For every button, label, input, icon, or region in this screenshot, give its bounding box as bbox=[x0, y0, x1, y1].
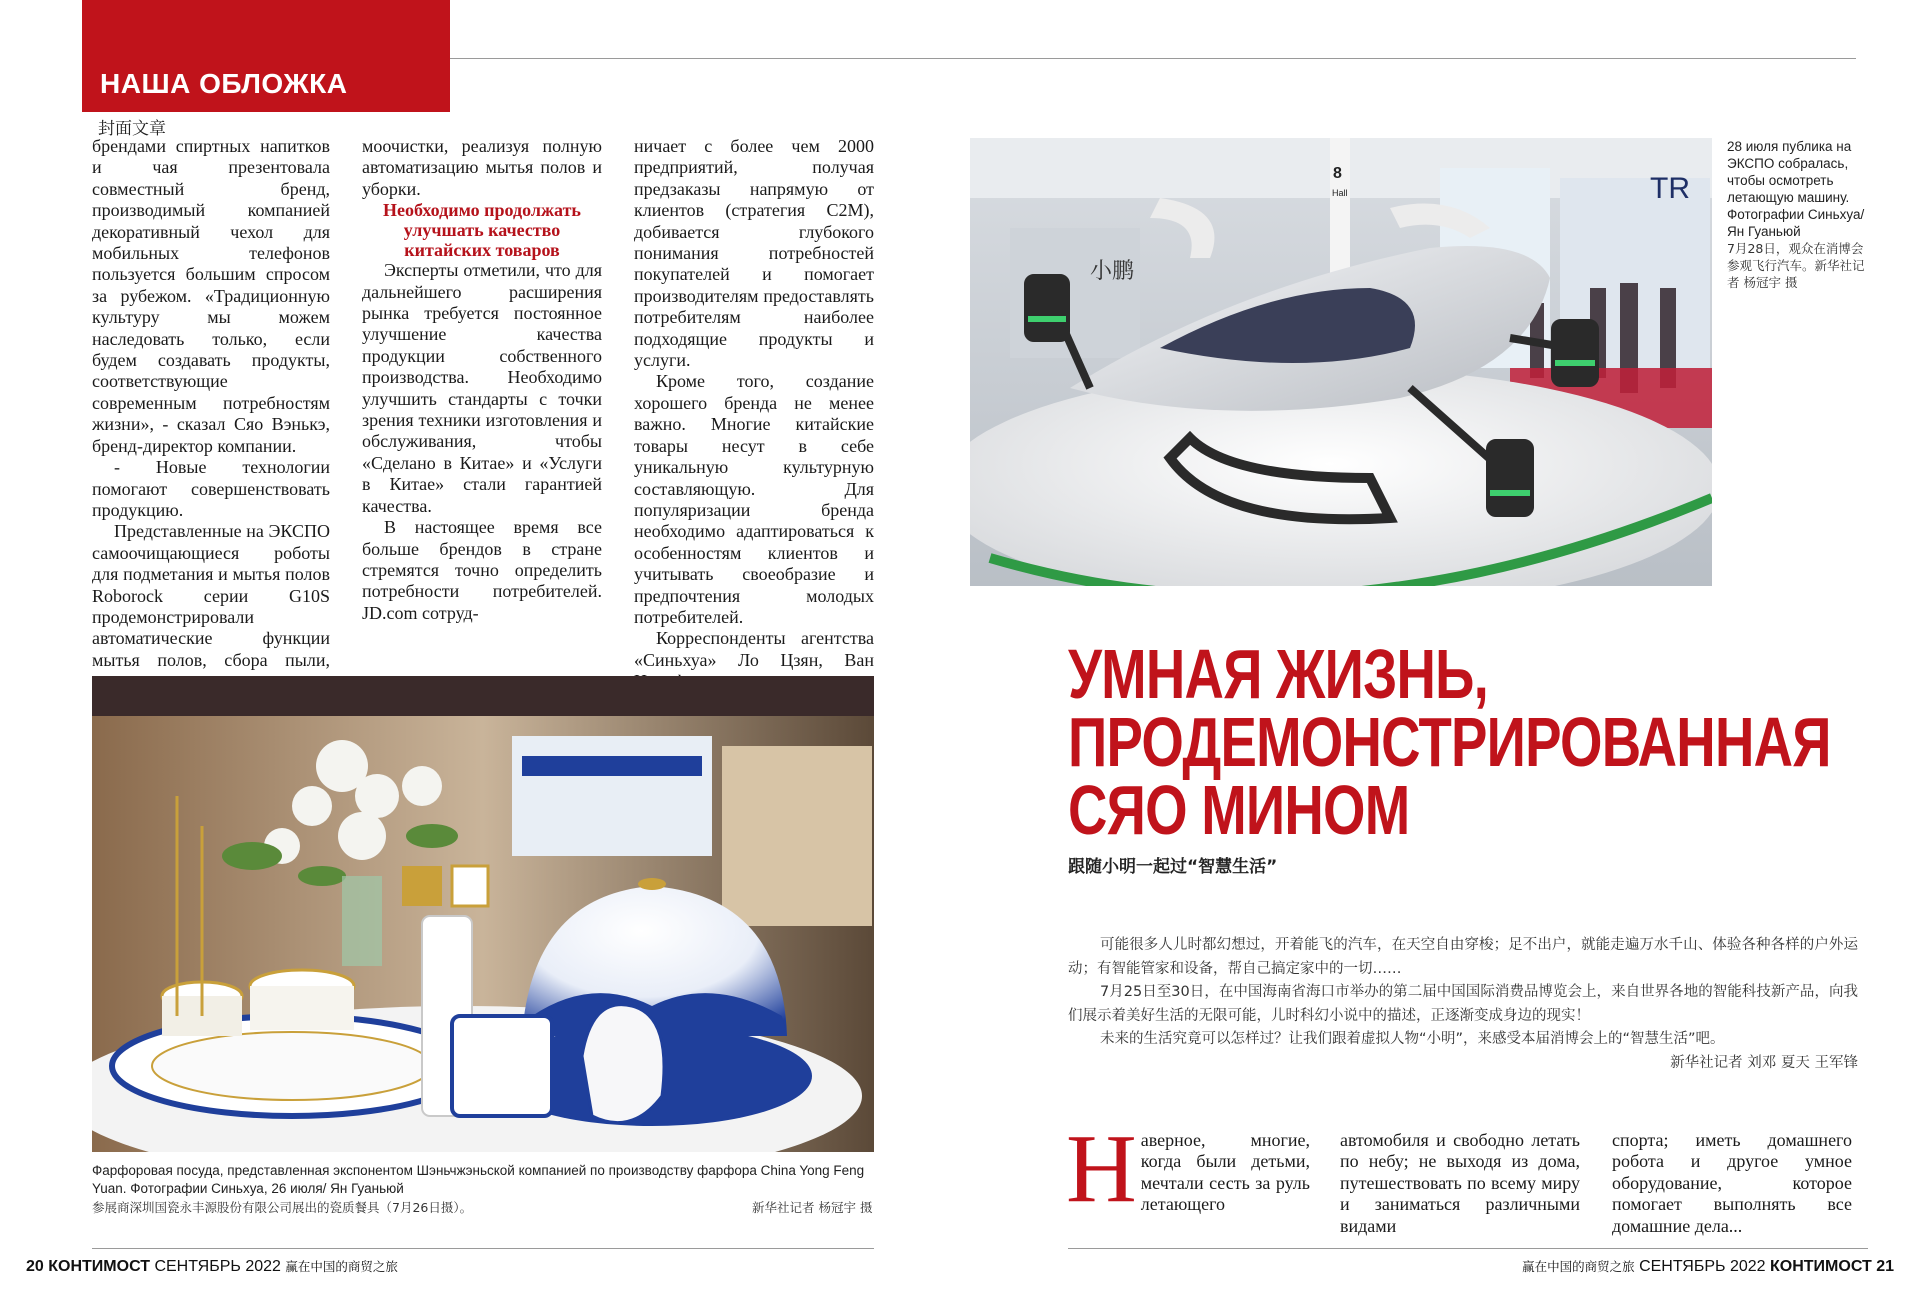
article-column-2 bbox=[362, 136, 602, 624]
section-title-chinese: 封面文章 bbox=[98, 119, 166, 139]
article-subheading: Необходимо продолжать улучшать качество китайских товаров bbox=[383, 200, 581, 261]
lead-byline: 新华社记者 刘邓 夏天 王军锋 bbox=[1670, 1054, 1858, 1071]
feature-body-text: аверное, многие, когда были детьми, мечтали сесть за руль летающего bbox=[1140, 1130, 1310, 1215]
lead-paragraph: 未来的生活究竟可以怎样过？让我们跟着虚拟人物“小明”，来感受本届消博会上的“智慧生活”吧。 bbox=[1100, 1031, 1725, 1047]
article-paragraph: брендами спиртных напитков и чая презентовала совместный бренд, производимый компанией декоративный чехол для мобильных телефонов пользуется большим спросом за рубежом. «Традиционную культуру мы можем наследовать только, если будем создавать продукты, соответствующие современным потребностям жизни», - сказал Сяо Вэнькэ, бренд-директор компании. bbox=[92, 136, 330, 456]
magazine-slogan-cn: 赢在中国的商贸之旅 bbox=[285, 1259, 398, 1274]
article-paragraph: моочистки, реализуя полную автоматизацию мытья полов и уборки. bbox=[362, 136, 602, 199]
lead-paragraph: 7月25日至30日，在中国海南省海口市举办的第二届中国国际消费品博览会上，来自世界各地的智能科技新产品，向我们展示着美好生活的无限可能，儿时科幻小说中的描述，正逐渐变成身边的现实！ bbox=[1068, 984, 1858, 1024]
porcelain-photo-credit: 新华社记者 杨冠宇 摄 bbox=[752, 1200, 873, 1215]
article-paragraph: Представленные на ЭКСПО самоочищающиеся роботы для подметания и мытья полов Roborock серии G10S продемонстрировали автоматические функции мытья полов, сбора пыли, bbox=[92, 521, 330, 670]
feature-body-text: автомобиля и свободно летать по небу; не выходя из дома, путешествовать по всему миру и заниматься различными видами bbox=[1340, 1130, 1580, 1236]
porcelain-caption-ru: Фарфоровая посуда, представленная экспонентом Шэньчжэньской компанией по производству фарфора China Yong Feng Yuan. Фотографии Синьхуа, 26 июля/ Ян Гуаньюй bbox=[92, 1163, 865, 1196]
porcelain-photo bbox=[92, 676, 874, 1152]
article-paragraph: - Новые технологии помогают совершенствовать продукцию. bbox=[92, 457, 330, 520]
flying-car-photo bbox=[970, 138, 1712, 586]
magazine-name: КОНТИМОСТ bbox=[1770, 1258, 1872, 1275]
magazine-name: КОНТИМОСТ bbox=[48, 1258, 150, 1275]
article-column-1 bbox=[92, 136, 330, 735]
footer-rule-left bbox=[92, 1248, 874, 1249]
flying-car-caption-cn: 7月28日，观众在消博会参观飞行汽车。新华社记者 杨冠宇 摄 bbox=[1727, 241, 1865, 290]
article-paragraph: В настоящее время все больше брендов в стране стремятся точно определить потребности потребителей. JD.com сотруд- bbox=[362, 517, 602, 623]
car-brand-sign: 小鹏 bbox=[1090, 259, 1135, 284]
article-paragraph: Кроме того, создание хорошего бренда не менее важно. Многие китайские товары несут в себе уникальную культурную составляющую. Для популяризации бренда необходимо адаптироваться к особенностям клиентов и учитывать своеобразие и предпочтения молодых потребителей. bbox=[634, 371, 874, 627]
lead-paragraph: 可能很多人儿时都幻想过，开着能飞的汽车，在天空自由穿梭；足不出户，就能走遍万水千山、体验各种各样的户外运动；有智能管家和设备，帮自己搞定家中的一切…… bbox=[1068, 937, 1858, 977]
article-paragraph: Эксперты отметили, что для дальнейшего расширения рынка требуется постоянное улучшение качества продукции собственного производства. Необходимо улучшить стандарты с точки зрения техники изготовления и обслуживания, чтобы «Сделано в Китае» и «Услуги в Китае» стали гарантией качества. bbox=[362, 260, 602, 516]
footer-left bbox=[26, 1257, 398, 1276]
hall-number-sign: 8 bbox=[1333, 165, 1342, 182]
page-number-left: 20 bbox=[26, 1258, 44, 1275]
feature-subtitle-cn: 跟随小明一起过“智慧生活” bbox=[1068, 857, 1278, 877]
flying-car-caption bbox=[1727, 138, 1869, 291]
header-rule bbox=[450, 58, 1856, 59]
article-column-3 bbox=[634, 136, 874, 693]
section-title: НАША ОБЛОЖКА bbox=[100, 68, 348, 99]
flying-car-illustration bbox=[970, 138, 1712, 586]
flying-car-caption-ru: 28 июля публика на ЭКСПО собралась, чтобы осмотреть летающую машину. Фотографии Синьхуа/ Ян Гуаньюй bbox=[1727, 139, 1865, 239]
feature-body-text: спорта; иметь домашнего робота и другое умное оборудование, которое помогает выполнять все домашние дела... bbox=[1612, 1130, 1852, 1236]
magazine-slogan-cn: 赢在中国的商贸之旅 bbox=[1522, 1259, 1635, 1274]
porcelain-illustration bbox=[92, 676, 874, 1152]
article-author: Корреспонденты агентства «Синьхуа» Ло Цзян, Ван bbox=[634, 628, 874, 670]
porcelain-caption-cn: 参展商深圳国瓷永丰源股份有限公司展出的瓷质餐具（7月26日摄）。 bbox=[92, 1200, 473, 1215]
feature-body-column-2 bbox=[1340, 1130, 1580, 1237]
footer-rule-right bbox=[1068, 1248, 1868, 1249]
feature-body-column-3 bbox=[1612, 1130, 1852, 1237]
booth-sign: TR bbox=[1650, 172, 1690, 205]
page-number-right: 21 bbox=[1876, 1258, 1894, 1275]
article-paragraph: ничает с более чем 2000 предприятий, получая предзаказы напрямую от клиентов (стратегия C2M), добивается глубокого понимания потребностей покупателей и помогает производителям предоставлять потребителям наиболее подходящие продукты и услуги. bbox=[634, 136, 874, 371]
footer-right bbox=[1522, 1257, 1894, 1276]
drop-cap: Н bbox=[1066, 1115, 1137, 1223]
feature-headline: УМНАЯ ЖИЗНЬ, ПРОДЕМОНСТРИРОВАННАЯ СЯО МИНОМ bbox=[1068, 635, 1831, 849]
hall-word-sign: Hall bbox=[1332, 188, 1348, 198]
issue-date: СЕНТЯБРЬ 2022 bbox=[154, 1258, 281, 1275]
feature-body-column-1 bbox=[1066, 1115, 1310, 1223]
feature-lead-cn bbox=[1068, 934, 1858, 1075]
issue-date: СЕНТЯБРЬ 2022 bbox=[1639, 1258, 1766, 1275]
